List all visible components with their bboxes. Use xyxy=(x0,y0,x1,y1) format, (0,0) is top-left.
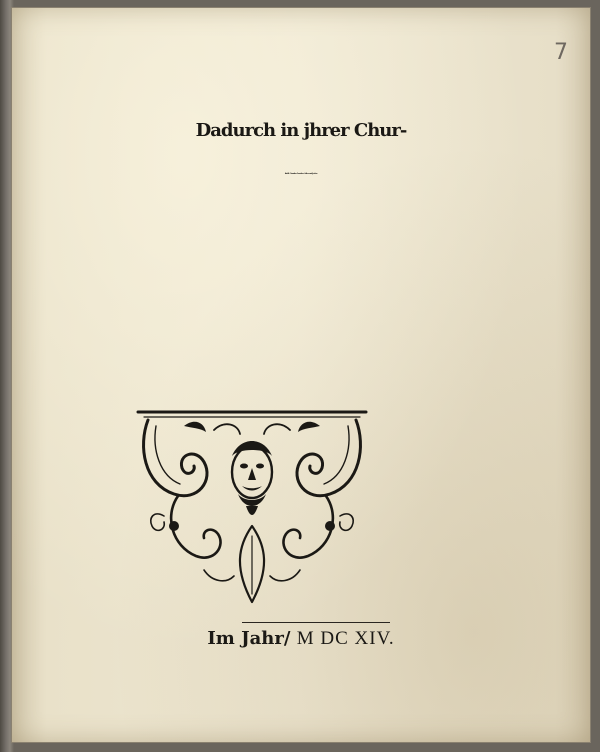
imprint-line xyxy=(12,628,590,650)
folio-number: 7 xyxy=(554,40,568,65)
title-page xyxy=(12,8,590,742)
imprint-rule xyxy=(242,622,390,623)
imprint-prefix: Im Jahr/ xyxy=(207,628,291,649)
imprint-year: M DC XIV. xyxy=(296,628,395,649)
title-line-4: Dadurch in jhrer Chur- xyxy=(195,120,407,141)
title-line-5: fürſtl. Gnaden Landen / allen vnd jeden xyxy=(284,173,318,175)
ornament-mask-icon xyxy=(134,406,370,606)
